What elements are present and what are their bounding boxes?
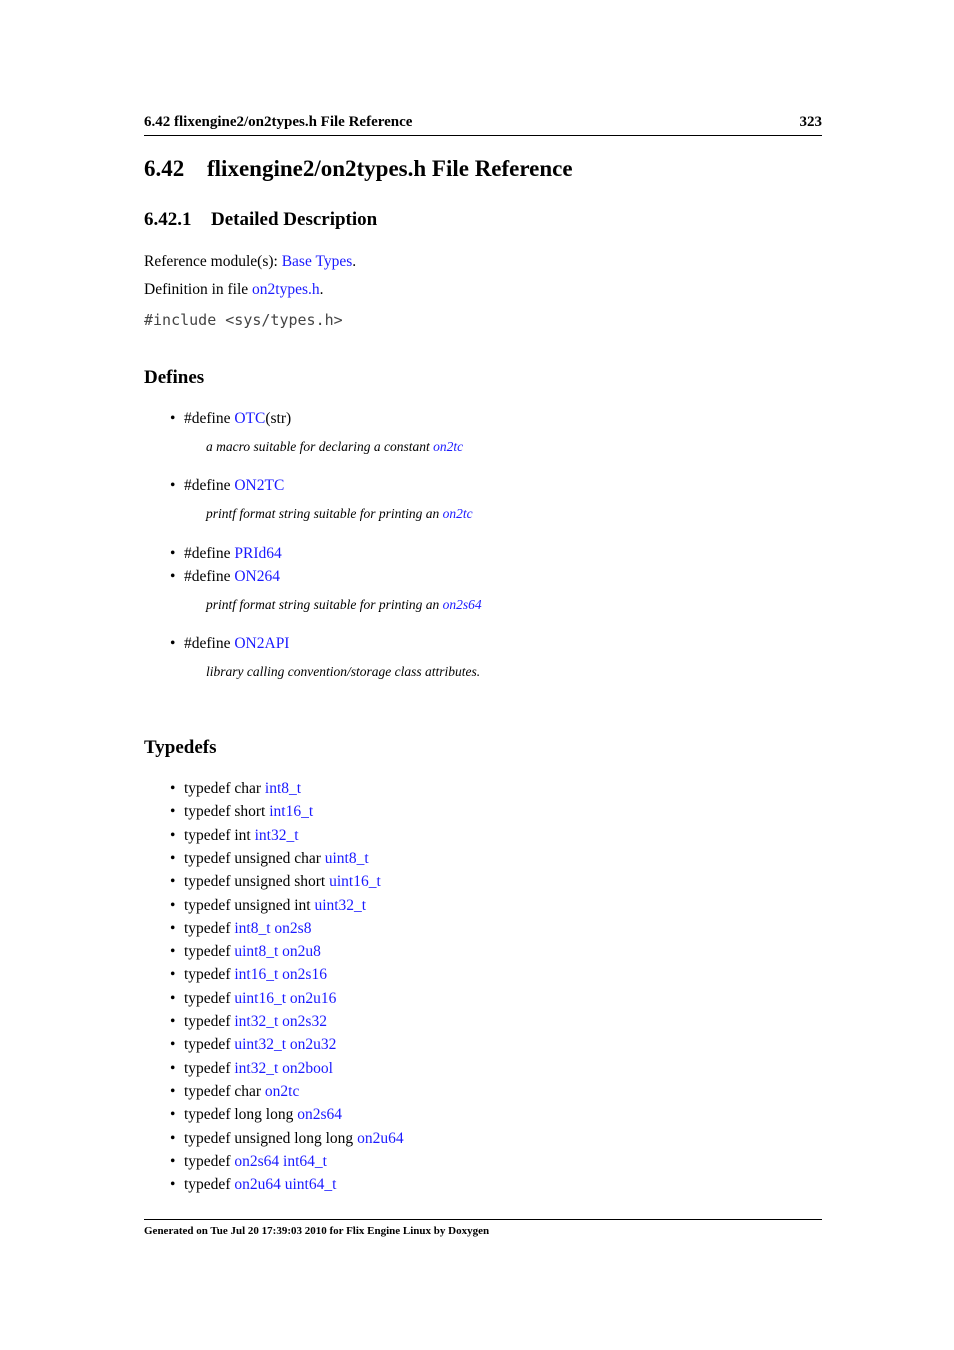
bullet-icon: • <box>170 849 176 867</box>
typedef-prefix: typedef <box>184 943 235 961</box>
define-prefix: #define <box>184 410 235 427</box>
typedefs-heading: Typedefs <box>144 737 217 758</box>
typedef-name-link[interactable]: uint16_t <box>329 873 381 891</box>
define-prefix: #define <box>184 568 235 585</box>
definition-prefix: Definition in file <box>144 281 253 298</box>
typedef-prefix: typedef int <box>184 826 255 844</box>
define-link[interactable]: PRId64 <box>234 545 282 562</box>
typedef-prefix: typedef unsigned short <box>184 873 330 891</box>
running-header <box>144 113 822 136</box>
define-prefix: #define <box>184 545 235 562</box>
bullet-icon: • <box>170 545 176 562</box>
typedef-item <box>170 803 314 821</box>
define-prefix: #define <box>184 635 235 652</box>
define-suffix: (str) <box>265 410 292 427</box>
bullet-icon: • <box>170 803 176 821</box>
bullet-icon: • <box>170 943 176 961</box>
define-description <box>206 439 463 455</box>
definition-file-link[interactable]: on2types.h <box>252 281 320 298</box>
typedef-name-link[interactable]: on2bool <box>282 1059 333 1077</box>
reference-suffix: . <box>352 253 357 270</box>
typedef-name-link[interactable]: on2s16 <box>282 966 327 984</box>
base-types-link[interactable]: Base Types <box>281 253 353 270</box>
bullet-icon: • <box>170 1152 176 1170</box>
typedef-prefix: typedef unsigned char <box>184 849 325 867</box>
typedef-prefix: typedef long long <box>184 1106 298 1124</box>
bullet-icon: • <box>170 896 176 914</box>
define-link[interactable]: ON264 <box>234 568 280 585</box>
reference-module-line <box>144 253 356 271</box>
typedef-prefix: typedef <box>184 1036 235 1054</box>
defines-heading: Defines <box>144 367 205 388</box>
typedef-prefix: typedef <box>184 919 235 937</box>
typedef-prefix: typedef unsigned long long <box>184 1129 358 1147</box>
bullet-icon: • <box>170 1059 176 1077</box>
define-description-link[interactable]: on2s64 <box>442 597 482 612</box>
define-description-link[interactable]: on2tc <box>433 439 464 454</box>
typedef-prefix: typedef <box>184 1152 235 1170</box>
typedef-item <box>170 896 367 915</box>
bullet-icon: • <box>170 1106 176 1124</box>
typedef-item <box>170 1013 327 1031</box>
typedef-type-link[interactable]: int16_t <box>234 966 279 984</box>
define-description-link[interactable]: on2tc <box>442 506 473 521</box>
bullet-icon: • <box>170 826 176 844</box>
define-link[interactable]: ON2API <box>234 635 290 652</box>
section-number: 6.42 <box>144 156 185 181</box>
running-header-title: 6.42 flixengine2/on2types.h File Reference <box>144 114 413 130</box>
typedef-name-link[interactable]: uint64_t <box>284 1176 337 1194</box>
typedef-item <box>170 1176 337 1194</box>
bullet-icon: • <box>170 1082 176 1100</box>
subsection-title: Detailed Description <box>211 209 378 230</box>
bullet-icon: • <box>170 919 176 937</box>
define-item <box>170 545 282 563</box>
include-code: #include <sys/types.h> <box>144 311 343 329</box>
typedef-prefix: typedef <box>184 966 235 984</box>
typedef-item <box>170 1106 343 1124</box>
subsection-heading <box>144 209 377 231</box>
typedef-name-link[interactable]: on2u64 <box>357 1129 404 1147</box>
typedef-name-link[interactable]: int64_t <box>283 1152 327 1170</box>
define-description-text: library calling convention/storage class attributes. <box>206 664 481 679</box>
define-item <box>170 477 285 495</box>
bullet-icon: • <box>170 873 176 891</box>
typedef-name-link[interactable]: on2s64 <box>297 1106 343 1124</box>
definition-suffix: . <box>319 281 324 298</box>
typedef-name-link[interactable]: int8_t <box>264 780 302 797</box>
typedef-prefix: typedef char <box>184 1082 265 1100</box>
typedef-item <box>170 989 337 1008</box>
typedef-item <box>170 780 302 798</box>
bullet-icon: • <box>170 1129 176 1147</box>
typedef-name-link[interactable]: on2s32 <box>282 1013 327 1030</box>
bullet-icon: • <box>170 1176 176 1194</box>
typedef-item <box>170 919 312 938</box>
typedef-name-link[interactable]: uint8_t <box>324 849 369 867</box>
page-number: 323 <box>799 114 822 130</box>
typedef-item <box>170 873 381 891</box>
define-item <box>170 568 280 586</box>
typedef-name-link[interactable]: on2s8 <box>274 919 312 937</box>
typedef-prefix: typedef char <box>184 780 265 797</box>
define-item <box>170 410 292 428</box>
typedef-prefix: typedef <box>184 1013 235 1030</box>
define-description-text: printf format string suitable for printing an <box>206 506 443 521</box>
bullet-icon: • <box>170 477 176 494</box>
typedef-type-link[interactable]: int8_t <box>234 919 271 937</box>
typedef-name-link[interactable]: uint32_t <box>314 896 367 914</box>
typedef-prefix: typedef <box>184 1176 235 1194</box>
typedef-prefix: typedef short <box>184 803 270 821</box>
typedef-type-link[interactable]: uint32_t <box>234 1036 287 1054</box>
typedef-item <box>170 826 299 845</box>
typedef-prefix: typedef <box>184 1059 235 1077</box>
typedef-name-link[interactable]: on2u32 <box>289 1036 337 1054</box>
typedef-item <box>170 943 321 961</box>
define-description <box>206 506 473 522</box>
bullet-icon: • <box>170 635 176 652</box>
typedef-item <box>170 1059 333 1078</box>
typedef-item <box>170 966 327 984</box>
bullet-icon: • <box>170 989 176 1007</box>
define-description <box>206 664 480 680</box>
definition-line <box>144 281 324 299</box>
define-description-text: a macro suitable for declaring a constant <box>206 439 434 454</box>
bullet-icon: • <box>170 410 176 427</box>
typedef-prefix: typedef <box>184 989 235 1007</box>
bullet-icon: • <box>170 780 176 797</box>
define-link[interactable]: ON2TC <box>234 477 285 494</box>
typedef-name-link[interactable]: on2u16 <box>289 989 337 1007</box>
define-link[interactable]: OTC <box>234 410 266 427</box>
typedef-item <box>170 849 369 868</box>
typedef-type-link[interactable]: int32_t <box>234 1013 279 1030</box>
define-prefix: #define <box>184 477 235 494</box>
typedef-type-link[interactable]: on2s64 <box>234 1152 280 1170</box>
reference-prefix: Reference module(s): <box>144 253 282 270</box>
typedef-name-link[interactable]: on2u8 <box>282 943 321 961</box>
footer: Generated on Tue Jul 20 17:39:03 2010 for Flix Engine Linux by Doxygen <box>144 1219 822 1237</box>
define-description <box>206 597 482 613</box>
typedef-prefix: typedef unsigned int <box>184 896 315 914</box>
typedef-item <box>170 1036 337 1054</box>
subsection-number: 6.42.1 <box>144 209 192 230</box>
section-heading <box>144 156 573 182</box>
typedef-type-link[interactable]: uint16_t <box>234 989 287 1007</box>
typedef-item <box>170 1129 404 1148</box>
typedef-item <box>170 1082 300 1101</box>
typedef-item <box>170 1152 327 1171</box>
bullet-icon: • <box>170 568 176 585</box>
define-item <box>170 635 290 653</box>
typedef-type-link[interactable]: int32_t <box>234 1059 279 1077</box>
typedef-type-link[interactable]: on2u64 <box>234 1176 281 1194</box>
typedef-name-link[interactable]: int16_t <box>269 803 314 821</box>
section-title: flixengine2/on2types.h File Reference <box>207 156 573 181</box>
define-description-text: printf format string suitable for printing an <box>206 597 443 612</box>
typedef-name-link[interactable]: on2tc <box>264 1082 300 1100</box>
bullet-icon: • <box>170 966 176 984</box>
bullet-icon: • <box>170 1013 176 1030</box>
typedef-name-link[interactable]: int32_t <box>254 826 299 844</box>
typedef-type-link[interactable]: uint8_t <box>234 943 279 961</box>
bullet-icon: • <box>170 1036 176 1054</box>
